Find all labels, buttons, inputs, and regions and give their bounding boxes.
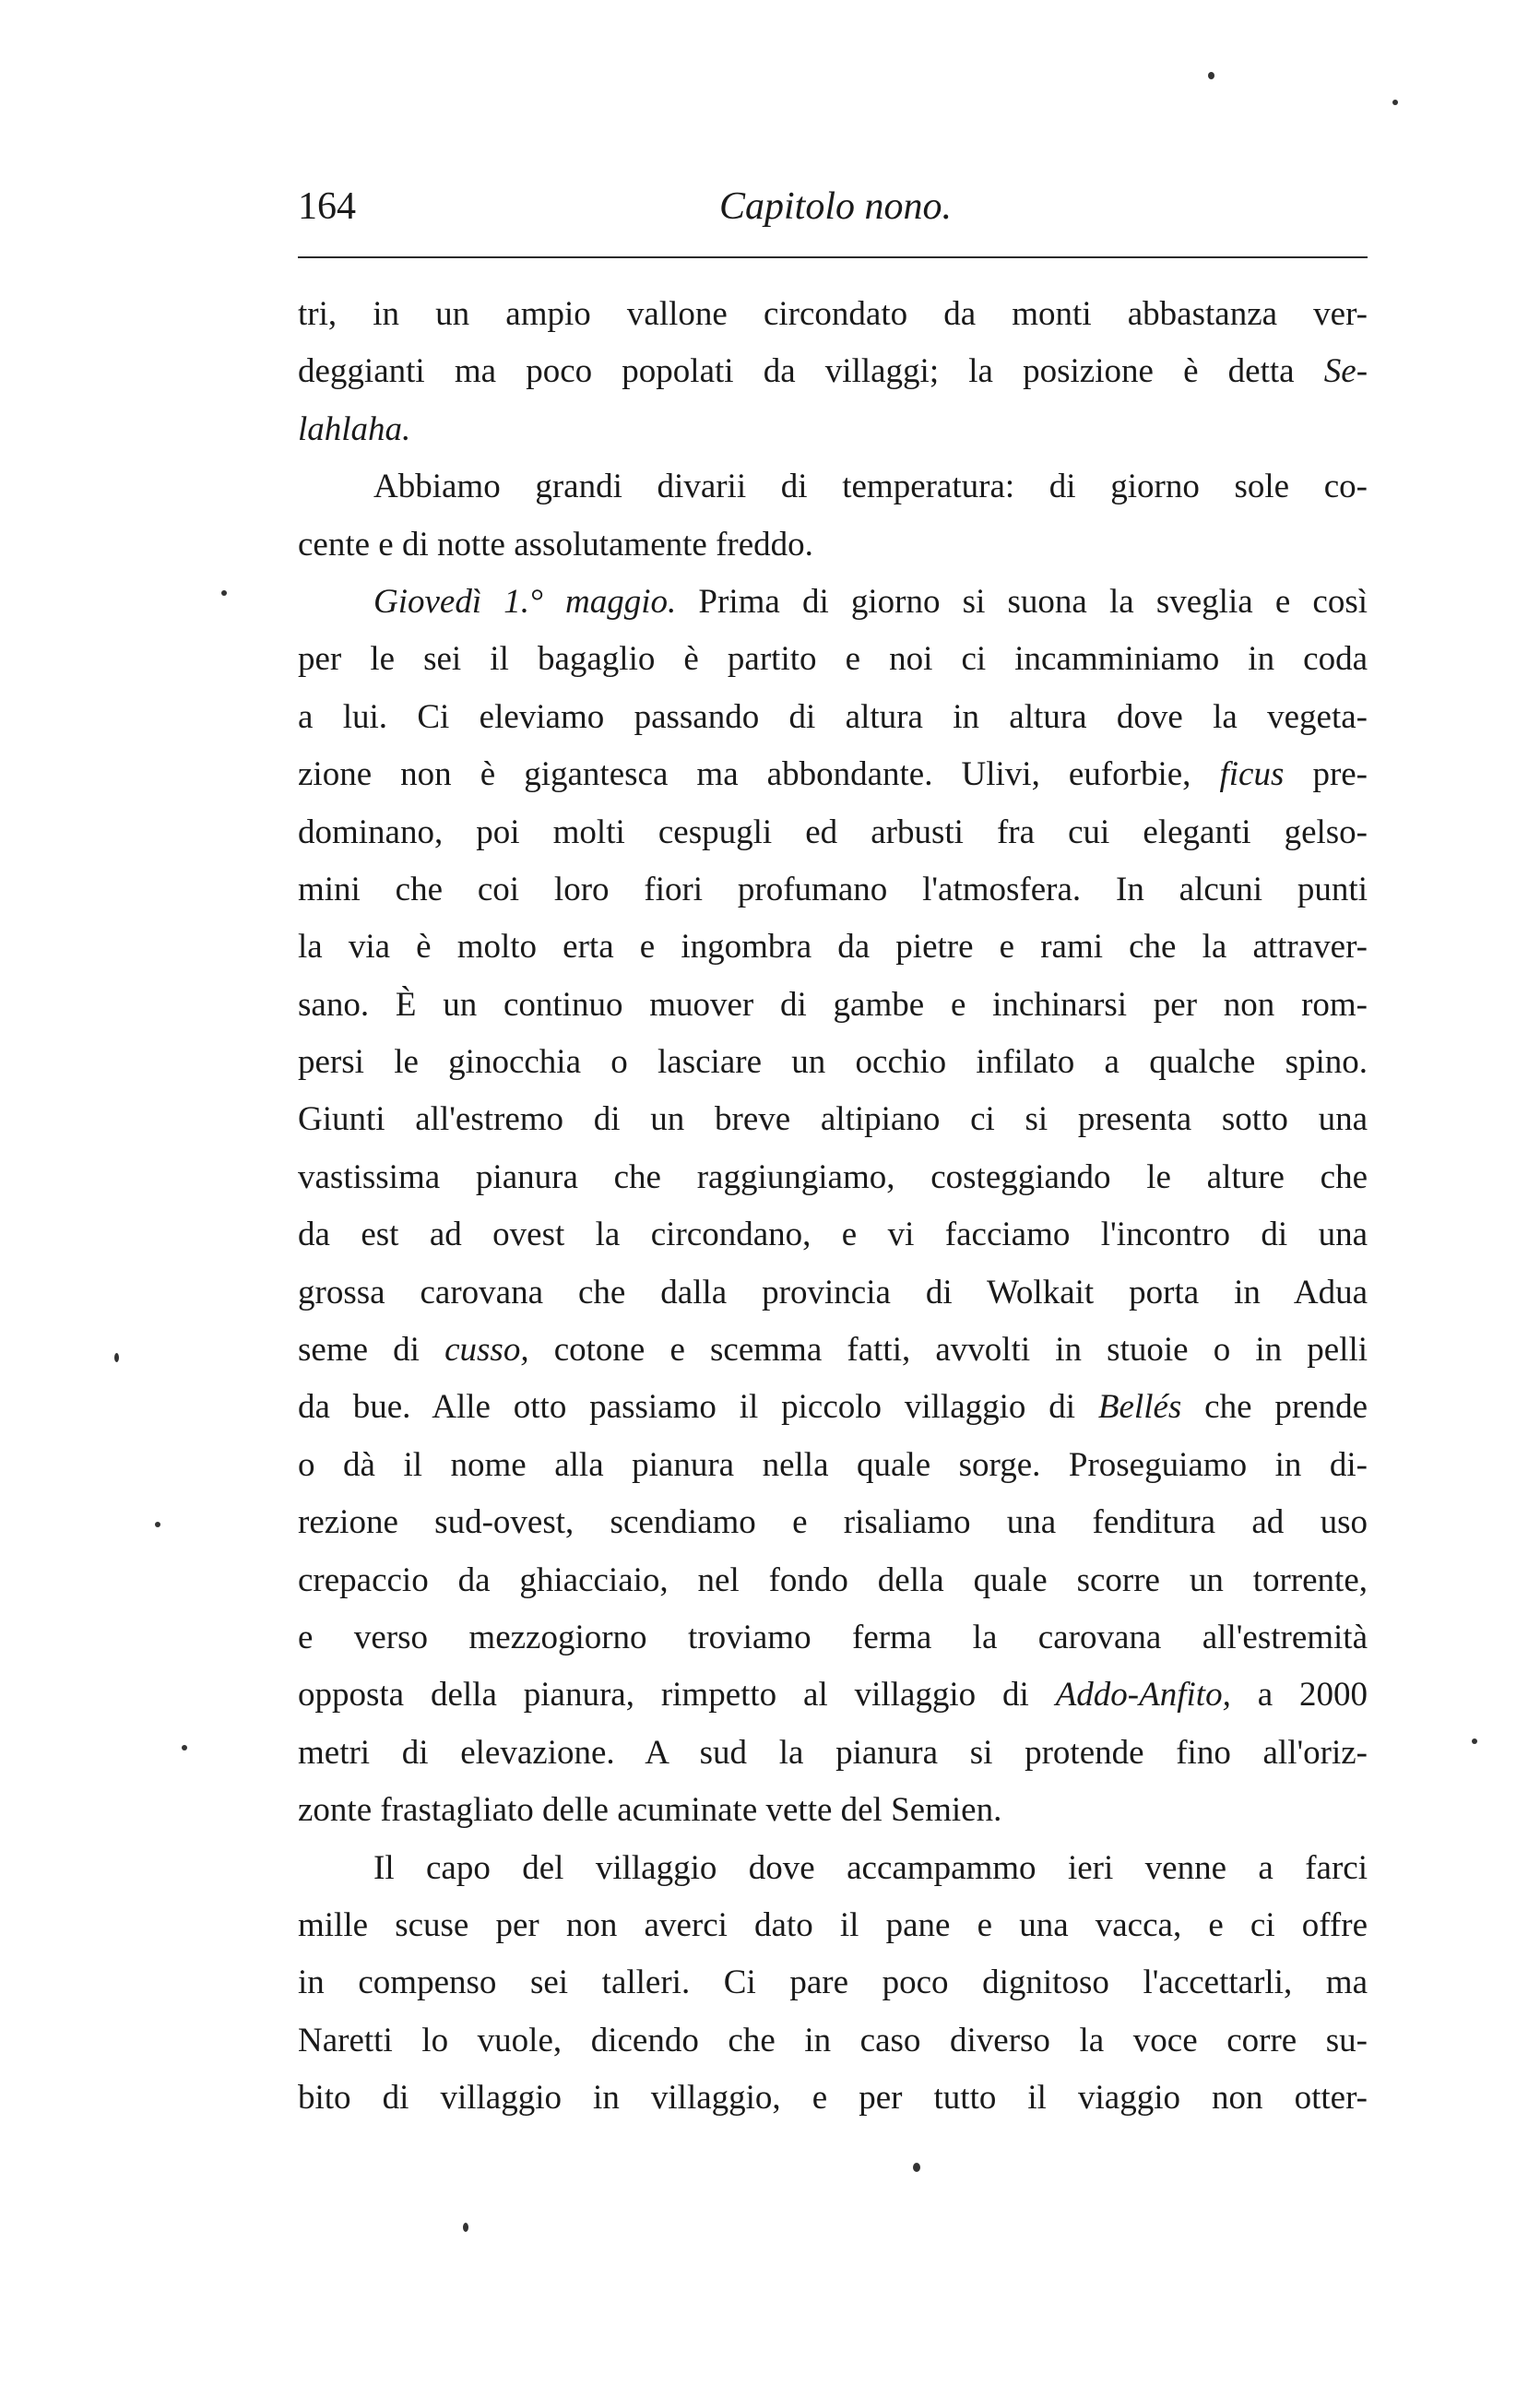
text-line: sano. È un continuo muover di gambe e inchinarsi per non rom-	[298, 985, 1368, 1024]
text-line: per le sei il bagaglio è partito e noi ci incamminiamo in coda	[298, 640, 1368, 679]
scan-speck	[114, 1353, 119, 1362]
text-line: mille scuse per non averci dato il pane e una vacca, e ci offre	[298, 1905, 1368, 1944]
italic-term: ficus	[1219, 755, 1285, 794]
scan-speck	[1208, 72, 1214, 79]
text-line: cente e di notte assolutamente freddo.	[298, 525, 813, 564]
header-rule	[298, 256, 1368, 258]
running-head: Capitolo nono.	[719, 185, 953, 228]
text-line: zione non è gigantesca ma abbondante. Ulivi, euforbie, ficus pre-	[298, 755, 1368, 794]
italic-place-name: Addo-Anfito,	[1055, 1676, 1231, 1715]
text-line: da bue. Alle otto passiamo il piccolo villaggio di Bellés che prende	[298, 1388, 1368, 1427]
text-line: Abbiamo grandi divarii di temperatura: di giorno sole co-	[373, 468, 1368, 506]
text-line: in compenso sei talleri. Ci pare poco dignitoso l'accettarli, ma	[298, 1964, 1368, 2002]
text-line: la via è molto erta e ingombra da pietre e rami che la attraver-	[298, 928, 1368, 967]
body-text	[298, 286, 1368, 2128]
text-line: Giunti all'estremo di un breve altipiano ci si presenta sotto una	[298, 1100, 1368, 1139]
text-line: opposta della pianura, rimpetto al villaggio di Addo-Anfito, a 2000	[298, 1676, 1368, 1715]
text-line: grossa carovana che dalla provincia di Wolkait porta in Adua	[298, 1273, 1368, 1311]
text-line: Giovedì 1.° maggio. Prima di giorno si suona la sveglia e così	[373, 582, 1368, 621]
text-line: zonte frastagliato delle acuminate vette del Semien.	[298, 1791, 1002, 1830]
italic-place-name: lahlaha.	[298, 409, 411, 448]
scan-speck	[1472, 1738, 1477, 1744]
italic-place-name: Se-	[1323, 352, 1368, 391]
text-line	[298, 401, 1368, 458]
text-line: dominano, poi molti cespugli ed arbusti fra cui eleganti gelso-	[298, 813, 1368, 851]
text-line: e verso mezzogiorno troviamo ferma la carovana all'estremità	[298, 1618, 1368, 1656]
text-line: vastissima pianura che raggiungiamo, costeggiando le alture che	[298, 1157, 1368, 1196]
text-line: rezione sud-ovest, scendiamo e risaliamo una fenditura ad uso	[298, 1503, 1368, 1542]
text-line: Naretti lo vuole, dicendo che in caso diverso la voce corre su-	[298, 2021, 1368, 2059]
text-line: crepaccio da ghiacciaio, nel fondo della quale scorre un torrente,	[298, 1560, 1368, 1599]
scan-speck	[463, 2223, 468, 2232]
italic-term: cusso,	[444, 1331, 529, 1370]
text-line: persi le ginocchia o lasciare un occhio infilato a qualche spino.	[298, 1043, 1368, 1082]
text-line: o dà il nome alla pianura nella quale sorge. Proseguiamo in di-	[298, 1445, 1368, 1484]
text-line: a lui. Ci eleviamo passando di altura in altura dove la vegeta-	[298, 697, 1368, 736]
text-line: bito di villaggio in villaggio, e per tutto il viaggio non otter-	[298, 2079, 1368, 2118]
text-line: tri, in un ampio vallone circondato da monti abbastanza ver-	[298, 295, 1368, 333]
page-number: 164	[298, 185, 356, 228]
text-line: deggianti ma poco popolati da villaggi; la posizione è detta Se-	[298, 352, 1368, 391]
italic-place-name: Bellés	[1097, 1388, 1182, 1427]
text-line: metri di elevazione. A sud la pianura si protende fino all'oriz-	[298, 1733, 1368, 1772]
text-line: mini che coi loro fiori profumano l'atmosfera. In alcuni punti	[298, 870, 1368, 908]
text-line: seme di cusso, cotone e scemma fatti, avvolti in stuoie o in pelli	[298, 1331, 1368, 1370]
scan-speck	[221, 590, 227, 596]
scan-speck	[913, 2163, 920, 2172]
scan-speck	[182, 1745, 187, 1750]
text-line: da est ad ovest la circondano, e vi facciamo l'incontro di una	[298, 1216, 1368, 1254]
text-line: Il capo del villaggio dove accampammo ieri venne a farci	[373, 1848, 1368, 1887]
scan-speck	[1392, 100, 1398, 105]
italic-date: Giovedì 1.° maggio.	[373, 582, 677, 621]
scan-speck	[155, 1522, 160, 1527]
